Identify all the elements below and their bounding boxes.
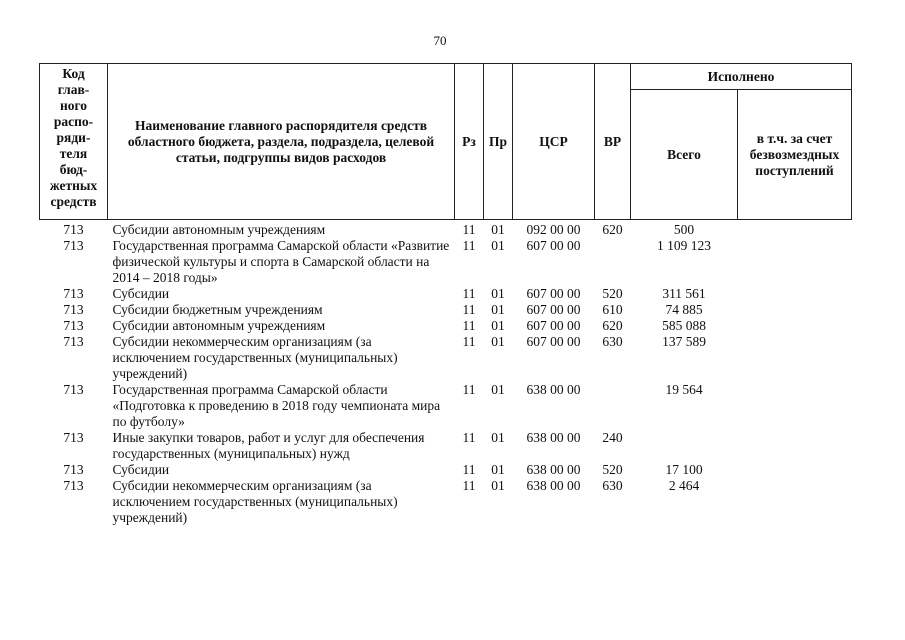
row-vr xyxy=(595,382,631,430)
row-pr: 01 xyxy=(491,238,505,253)
row-code: 713 xyxy=(63,334,84,349)
row-csr: 638 00 00 xyxy=(526,478,581,493)
row-vr: 520 xyxy=(602,286,623,301)
row-name: Субсидии автономным учреждениям xyxy=(112,222,326,237)
row-rz: 11 xyxy=(462,478,476,493)
row-code: 713 xyxy=(63,478,84,493)
header-code-line: распо- xyxy=(53,114,94,129)
row-pr: 01 xyxy=(491,430,505,445)
row-free xyxy=(738,462,852,478)
row-vr: 610 xyxy=(602,302,623,317)
row-name: Субсидии xyxy=(112,286,170,301)
row-code: 713 xyxy=(63,318,84,333)
row-total: 1 109 123 xyxy=(657,238,711,253)
row-free xyxy=(738,334,852,382)
row-pr: 01 xyxy=(491,382,505,397)
row-rz: 11 xyxy=(462,334,476,349)
row-name: Государственная программа Самарской области «Развитие физической культуры и спорта в Самарской области на 2014 – 2018 годы» xyxy=(112,238,450,285)
budget-table xyxy=(39,63,852,526)
row-pr: 01 xyxy=(491,478,505,493)
row-csr: 607 00 00 xyxy=(526,334,581,349)
row-free xyxy=(738,478,852,526)
row-pr: 01 xyxy=(491,334,505,349)
row-total: 2 464 xyxy=(668,478,700,493)
row-pr: 01 xyxy=(491,222,505,237)
row-free xyxy=(738,318,852,334)
row-name: Государственная программа Самарской области «Подготовка к проведению в 2018 году чемпионата мира по футболу» xyxy=(112,382,441,429)
row-vr: 630 xyxy=(602,334,623,349)
row-total: 19 564 xyxy=(665,382,703,397)
table-row xyxy=(40,220,852,239)
table-row xyxy=(40,478,852,526)
row-total: 500 xyxy=(673,222,695,237)
row-vr: 630 xyxy=(602,478,623,493)
row-csr: 607 00 00 xyxy=(526,318,581,333)
table-row xyxy=(40,302,852,318)
header-code-line: средств xyxy=(50,194,97,209)
row-free xyxy=(738,382,852,430)
header-code-line: глав- xyxy=(57,82,90,97)
row-total: 74 885 xyxy=(665,302,703,317)
row-csr: 607 00 00 xyxy=(526,302,581,317)
table-row xyxy=(40,430,852,462)
row-csr: 638 00 00 xyxy=(526,462,581,477)
row-code: 713 xyxy=(63,286,84,301)
row-rz: 11 xyxy=(462,318,476,333)
header-code-line: ного xyxy=(59,98,88,113)
header-code-line: ряди- xyxy=(56,130,91,145)
header-code-line: теля xyxy=(59,146,88,161)
row-vr: 520 xyxy=(602,462,623,477)
row-pr: 01 xyxy=(491,318,505,333)
row-pr: 01 xyxy=(491,286,505,301)
row-csr: 607 00 00 xyxy=(526,238,581,253)
header-code-line: Код xyxy=(62,66,85,81)
header-total: Всего xyxy=(631,90,738,220)
row-free xyxy=(738,430,852,462)
row-name: Субсидии автономным учреждениям xyxy=(112,318,326,333)
table-row xyxy=(40,334,852,382)
row-rz: 11 xyxy=(462,238,476,253)
row-code: 713 xyxy=(63,302,84,317)
table-body xyxy=(40,220,852,527)
row-name: Субсидии некоммерческим организациям (за исключением государственных (муниципальных) учреждений) xyxy=(112,334,398,381)
table-header xyxy=(40,64,852,220)
row-free xyxy=(738,302,852,318)
row-rz: 11 xyxy=(462,382,476,397)
header-pr: Пр xyxy=(484,64,513,220)
header-code-line: жетных xyxy=(49,178,98,193)
row-code: 713 xyxy=(63,462,84,477)
table-row xyxy=(40,286,852,302)
header-name: Наименование главного распорядителя средств областного бюджета, раздела, подраздела, целевой статьи, подгруппы видов расходов xyxy=(108,64,455,220)
table-row xyxy=(40,382,852,430)
row-name: Иные закупки товаров, работ и услуг для обеспечения государственных (муниципальных) нужд xyxy=(112,430,425,461)
row-csr: 638 00 00 xyxy=(526,430,581,445)
row-free xyxy=(738,286,852,302)
row-rz: 11 xyxy=(462,302,476,317)
row-rz: 11 xyxy=(462,222,476,237)
row-vr: 240 xyxy=(602,430,623,445)
header-free: в т.ч. за счет безвозмездных поступлений xyxy=(738,90,852,220)
row-csr: 092 00 00 xyxy=(526,222,581,237)
row-code: 713 xyxy=(63,238,84,253)
header-vr: ВР xyxy=(595,64,631,220)
header-code xyxy=(40,64,108,220)
row-rz: 11 xyxy=(462,462,476,477)
row-pr: 01 xyxy=(491,302,505,317)
header-csr: ЦСР xyxy=(513,64,595,220)
header-rz: Рз xyxy=(455,64,484,220)
row-code: 713 xyxy=(63,382,84,397)
row-code: 713 xyxy=(63,430,84,445)
table-row xyxy=(40,238,852,286)
row-total: 585 088 xyxy=(662,318,706,333)
row-rz: 11 xyxy=(462,430,476,445)
row-name: Субсидии бюджетным учреждениям xyxy=(112,302,323,317)
row-total: 311 561 xyxy=(662,286,706,301)
row-rz: 11 xyxy=(462,286,476,301)
row-total xyxy=(631,430,738,462)
table-row xyxy=(40,462,852,478)
row-total: 137 589 xyxy=(662,334,706,349)
table-row xyxy=(40,318,852,334)
header-code-line: бюд- xyxy=(59,162,88,177)
row-code: 713 xyxy=(63,222,84,237)
row-free xyxy=(738,238,852,286)
header-code-lines xyxy=(43,66,104,210)
row-vr: 620 xyxy=(602,318,623,333)
row-vr xyxy=(595,238,631,286)
row-free xyxy=(738,220,852,239)
page-number: 70 xyxy=(433,33,447,48)
row-csr: 638 00 00 xyxy=(526,382,581,397)
row-total: 17 100 xyxy=(665,462,703,477)
row-csr: 607 00 00 xyxy=(526,286,581,301)
row-name: Субсидии некоммерческим организациям (за исключением государственных (муниципальных) учреждений) xyxy=(112,478,398,525)
row-vr: 620 xyxy=(602,222,623,237)
row-name: Субсидии xyxy=(112,462,170,477)
header-executed: Исполнено xyxy=(631,64,852,90)
row-pr: 01 xyxy=(491,462,505,477)
